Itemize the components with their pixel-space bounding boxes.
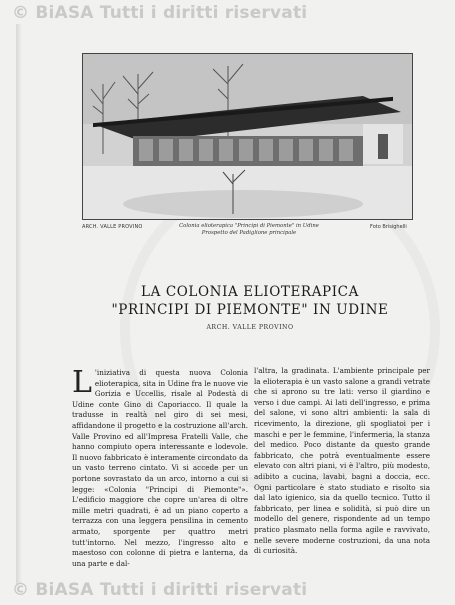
article-title-line2: "PRINCIPI DI PIEMONTE" IN UDINE <box>111 302 389 318</box>
article-column-left <box>72 365 248 569</box>
article-author: ARCH. VALLE PROVINO <box>206 324 294 331</box>
watermark-bottom: © BiASA Tutti i diritti riservati <box>12 580 308 600</box>
photo-caption <box>174 223 324 237</box>
page-fold-shadow <box>16 24 22 584</box>
article-text-col2: l'altra, la gradinata. L'ambiente principale per la elioterapia è un vasto salone a grandi vetrate che si aprono su tre lati: verso il giardino e verso i due campi. Ai lati dell'ingresso, e prima del salone, vi sono altri ambienti: la sala di ricevimento, la direzione, gli spogliatoi per i maschi e per le femmine, l'infermeria, la stanza del medico. Poco distante da questo grande fabbricato, che potrà eventualmente essere elevato con altri piani, vi è l'altro, più modesto, adibito a cucina, lavabi, bagni a doccia, ecc. Ogni particolare è stato studiato e risolto sia dal lato igienico, sia da quello tecnico. Tutto il fabbricato, per linea e solidità, si può dire un modello del genere, rispondente ad un tempo pratico plasmato nella forma agile e ravvivato, nelle severe moderne costruzioni, da una nota di curiosità. <box>254 366 430 556</box>
article-title-line1: LA COLONIA ELIOTERAPICA <box>141 284 359 300</box>
watermark-top: © BiASA Tutti i diritti riservati <box>12 3 308 23</box>
photo-credit-architect: ARCH. VALLE PROVINO <box>82 224 143 230</box>
photo-credit-photographer: Foto Brisighelli <box>370 224 407 230</box>
building-photo <box>82 53 413 220</box>
article-text-col1: 'iniziativa di questa nuova Colonia elioterapica, sita in Udine fra le nuove vie Gorizia e Uccellis, risale al Podestà di Udine conte Gino di Caporiacco. Il quale la tradusse in realtà nel giro di sei mesi, affidandone il progetto e la costruzione all'arch. Valle Provino ed all'Impresa Fratelli Valle, che hanno compiuto opera interessante e lodevole. Il nuovo fabbricato è interamente circondato da un vasto terreno cintato. Vi si accede per un portone sovrastato da un arco, intorno a cui si legge: «Colonia "Principi di Piemonte"». L'edificio maggiore che copre un'area di oltre mille metri quadrati, è ad un piano coperto a terrazza con una leggera pensilina in cemento armato, sporgente per quattro metri tutt'intorno. Nel mezzo, l'ingresso alto e maestoso con colonne di pietra e lanterna, da una parte e dal- <box>72 368 248 568</box>
building-photo-illustration <box>83 54 412 219</box>
photo-caption-line2: Prospetto del Padiglione principale <box>201 230 297 236</box>
photo-caption-line1: Colonia elioterapica "Principi di Piemonte" in Udine <box>179 223 319 229</box>
drop-cap: L <box>72 365 92 400</box>
article-column-right <box>254 366 430 557</box>
